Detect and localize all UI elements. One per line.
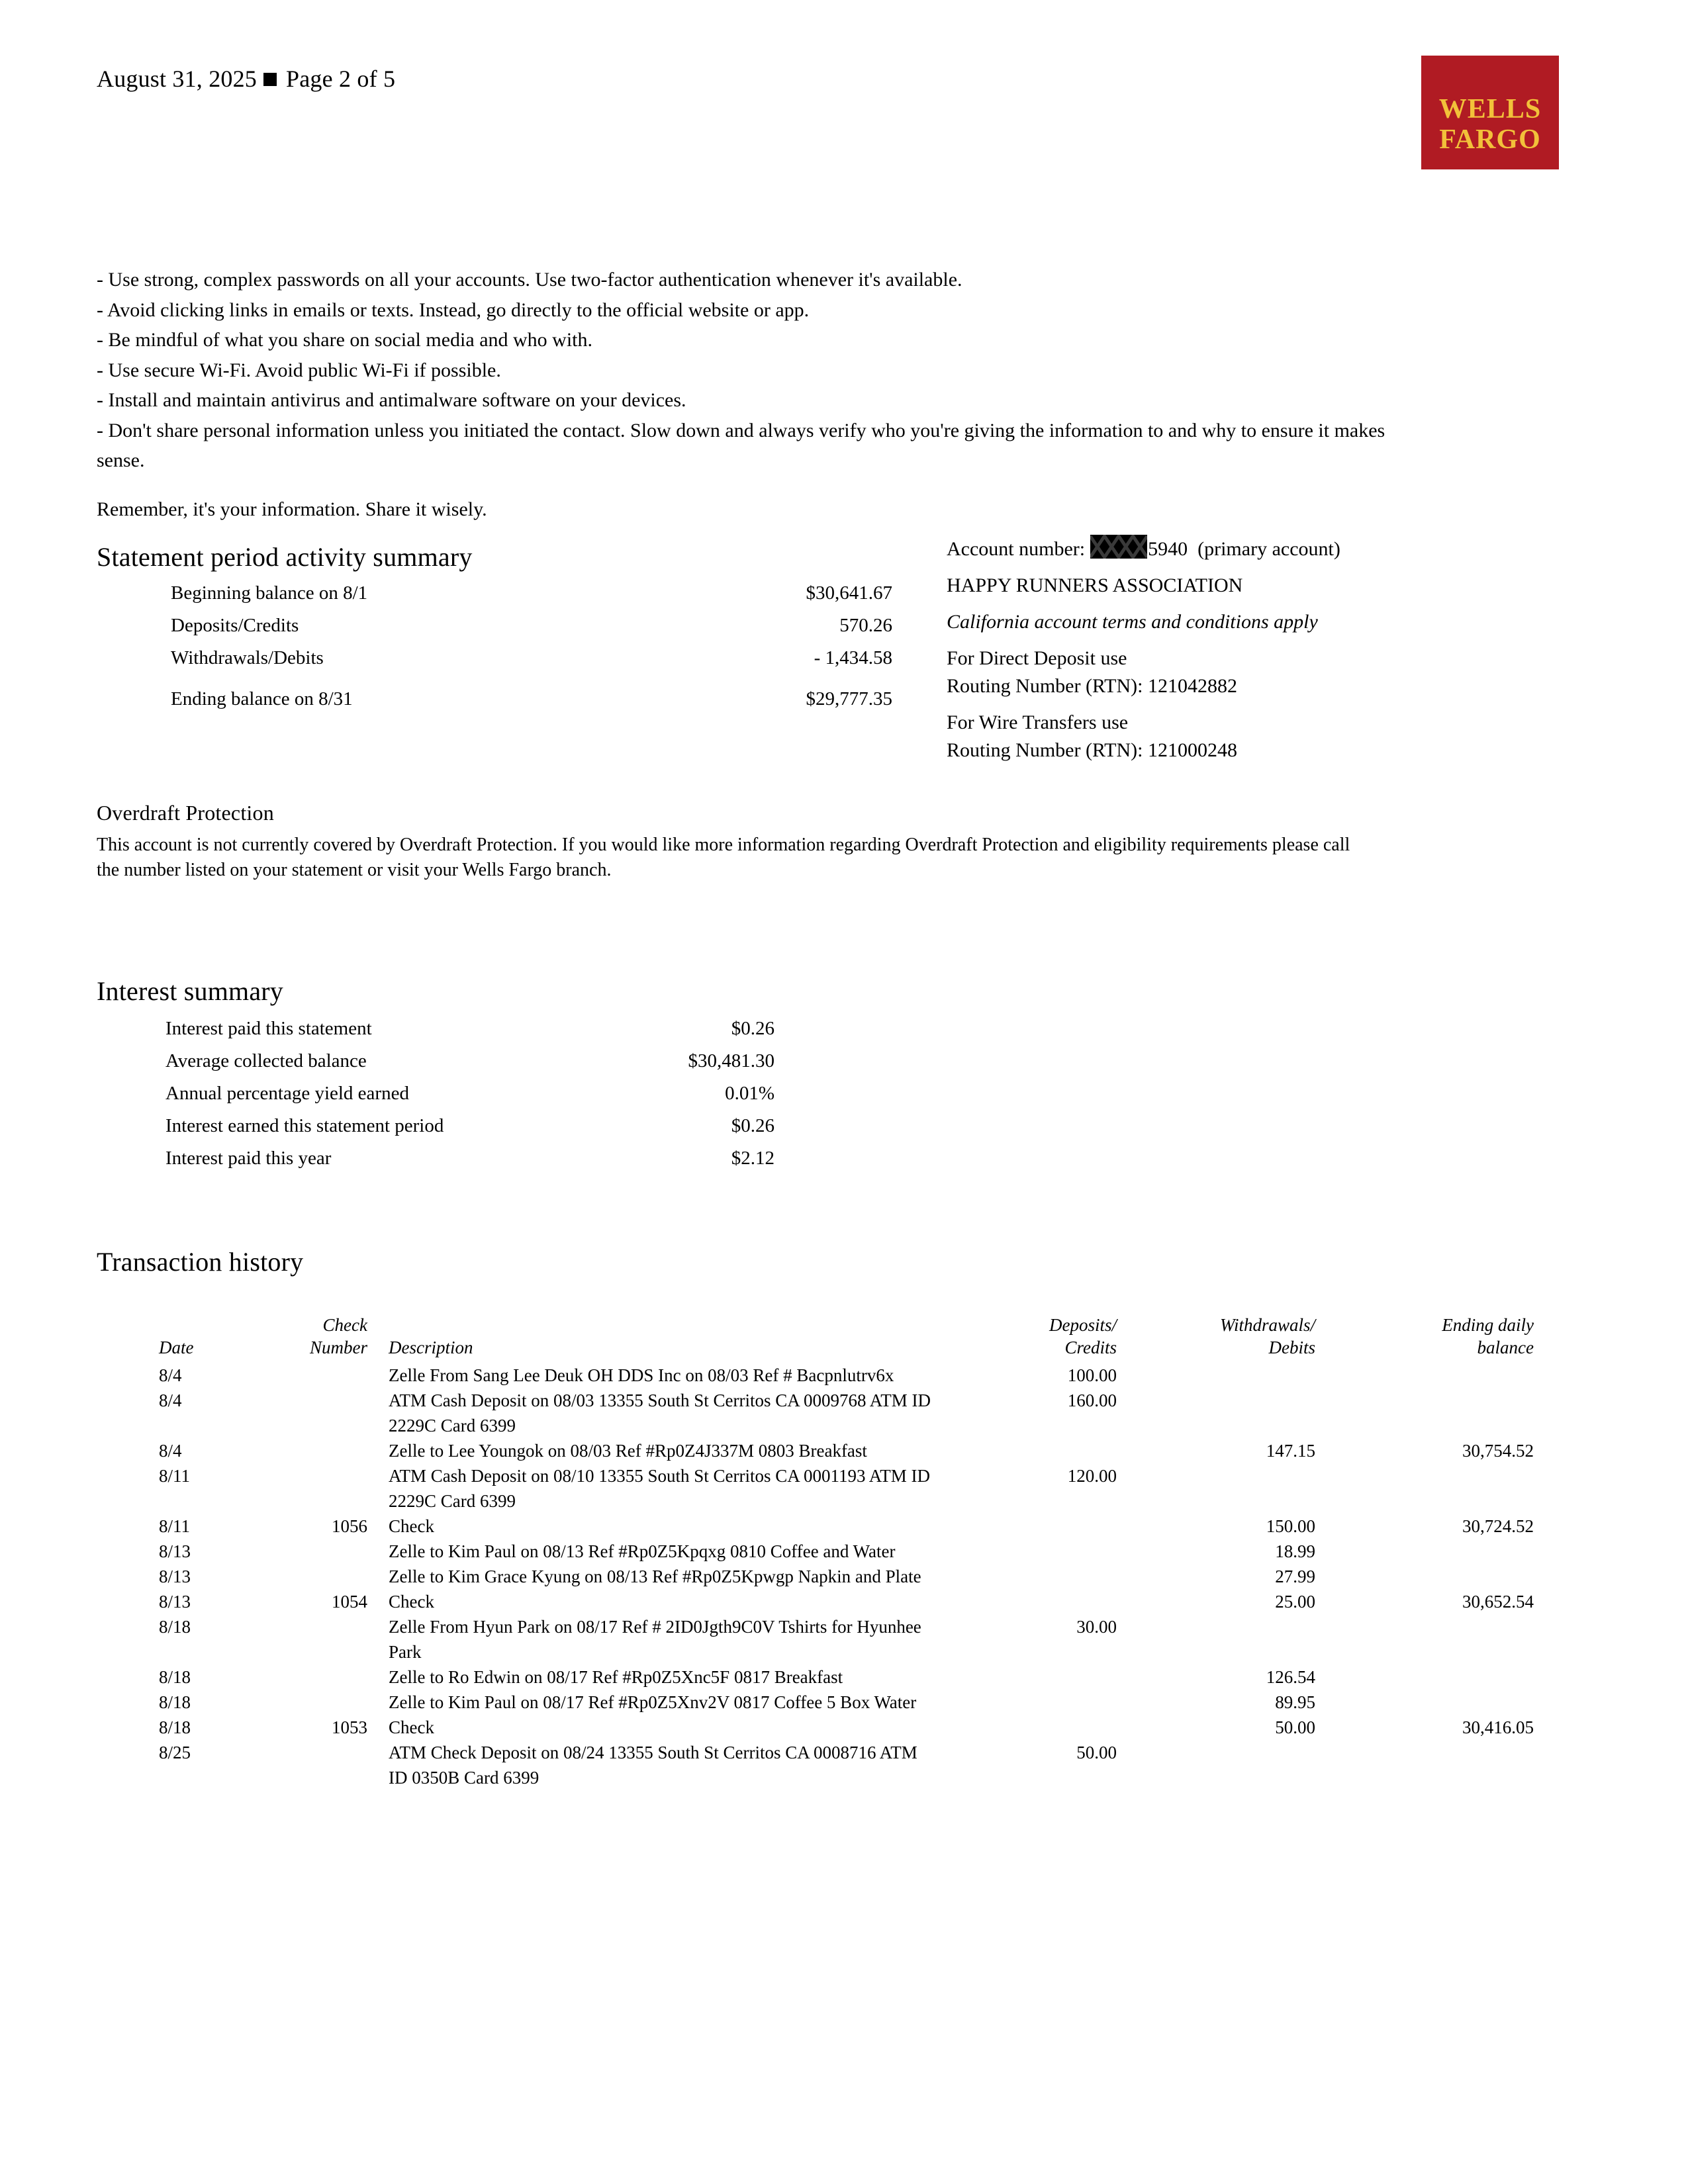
interest-row [165,1050,774,1083]
table-row [159,1539,1542,1564]
interest-row-value: $2.12 [731,1148,774,1169]
summary-row [171,615,892,647]
transaction-history-table [159,1314,1542,1790]
cell-withdrawals: 126.54 [1266,1667,1315,1687]
column-header-check-number: Number [310,1338,367,1357]
cell-withdrawals: 27.99 [1275,1567,1315,1586]
account-number-label: Account number: [947,538,1086,560]
transaction-header-row-bottom [159,1336,1542,1359]
interest-row-label: Interest earned this statement period [165,1115,444,1136]
table-row [159,1388,1542,1438]
transaction-rows [159,1363,1542,1790]
account-number-suffix: (primary account) [1197,538,1340,560]
transaction-table-header [159,1314,1542,1359]
wire-transfer-label: For Wire Transfers use [947,711,1129,733]
account-number-visible-digits: 5940 [1148,538,1188,560]
cell-date: 8/4 [159,1390,182,1410]
cell-deposits: 50.00 [1076,1743,1117,1762]
cell-description: Zelle to Kim Grace Kyung on 08/13 Ref #Rp0Z5Kpwgp Napkin and Plate [389,1567,921,1586]
cell-deposits: 160.00 [1067,1390,1117,1410]
cell-date: 8/18 [159,1617,191,1637]
transaction-header-row-top [159,1314,1542,1336]
column-header-credits: Credits [1064,1338,1117,1357]
cell-description: Zelle to Kim Paul on 08/13 Ref #Rp0Z5Kpqxg 0810 Coffee and Water [389,1541,896,1561]
security-tip-item: - Use strong, complex passwords on all your accounts. Use two-factor authentication whenever it's available. [97,269,962,291]
cell-check-number: 1054 [332,1592,367,1612]
table-row [159,1690,1542,1715]
interest-row-value: $0.26 [731,1018,774,1039]
cell-description: Check [389,1592,434,1612]
cell-balance: 30,416.05 [1462,1717,1534,1737]
cell-description: Check [389,1717,434,1737]
security-tip-item: - Install and maintain antivirus and antimalware software on your devices. [97,389,686,411]
account-info-block [947,535,1609,773]
summary-row-value: - 1,434.58 [814,647,892,668]
overdraft-title: Overdraft Protection [97,801,274,825]
interest-row-value: 0.01% [725,1083,774,1104]
interest-row-label: Average collected balance [165,1050,367,1071]
overdraft-body: This account is not currently covered by Overdraft Protection. If you would like more information regarding Overdraft Protection and eligibility requirements please call the number listed on your statement or visit your Wells Fargo branch. [97,835,1350,880]
cell-description: Check [389,1516,434,1536]
cell-balance: 30,652.54 [1462,1592,1534,1612]
interest-row [165,1018,774,1050]
table-row [159,1564,1542,1589]
cell-date: 8/13 [159,1567,191,1586]
interest-row-label: Interest paid this statement [165,1018,372,1039]
wire-transfer-routing-number: Routing Number (RTN): 121000248 [947,739,1237,761]
column-header-debits: Debits [1268,1338,1315,1357]
cell-description: Zelle From Sang Lee Deuk OH DDS Inc on 08/03 Ref # Bacpnlutrv6x [389,1365,894,1385]
cell-description: Zelle to Ro Edwin on 08/17 Ref #Rp0Z5Xnc5F 0817 Breakfast [389,1667,843,1687]
column-header-deposits-top: Deposits/ [1049,1315,1117,1335]
cell-deposits: 30.00 [1076,1617,1117,1637]
interest-summary-table [165,1018,774,1180]
cell-deposits: 100.00 [1067,1365,1117,1385]
column-header-description: Description [389,1338,473,1357]
cell-date: 8/18 [159,1667,191,1687]
cell-check-number: 1056 [332,1516,367,1536]
cell-date: 8/4 [159,1365,182,1385]
column-header-check-top: Check [322,1315,367,1335]
cell-withdrawals: 89.95 [1275,1692,1315,1712]
logo-line-1: WELLS [1438,94,1542,124]
account-number-line [947,535,1609,563]
interest-summary-title: Interest summary [97,976,284,1006]
summary-row-value: $30,641.67 [806,582,892,604]
table-row [159,1614,1542,1664]
cell-date: 8/18 [159,1692,191,1712]
column-header-balance: balance [1477,1338,1534,1357]
summary-row-label: Ending balance on 8/31 [171,688,353,709]
cell-date: 8/4 [159,1441,182,1461]
table-row [159,1438,1542,1463]
summary-row-label: Beginning balance on 8/1 [171,582,368,604]
table-row [159,1514,1542,1539]
cell-date: 8/18 [159,1717,191,1737]
security-tip-item: - Avoid clicking links in emails or texts. Instead, go directly to the official website or app. [97,298,810,321]
table-row [159,1363,1542,1388]
cell-withdrawals: 25.00 [1275,1592,1315,1612]
summary-row [171,688,892,721]
summary-row-value: $29,777.35 [806,688,892,709]
interest-row-label: Interest paid this year [165,1148,332,1169]
table-row [159,1463,1542,1514]
security-tip-item: - Use secure Wi-Fi. Avoid public Wi-Fi if possible. [97,359,501,381]
security-tip-item: - Don't share personal information unless you initiated the contact. Slow down and always verify who you're giving the information to and why to ensure it makes sense. [97,419,1385,471]
redaction-box-icon [1090,535,1147,559]
remember-note: Remember, it's your information. Share it wisely. [97,498,487,520]
table-row [159,1715,1542,1740]
header-spacer [378,1314,938,1336]
cell-withdrawals: 147.15 [1266,1441,1315,1461]
cell-description: Zelle From Hyun Park on 08/17 Ref # 2ID0Jgth9C0V Tshirts for Hyunhee Park [389,1617,921,1662]
page-header [97,65,395,93]
cell-description: ATM Check Deposit on 08/24 13355 South St Cerritos CA 0008716 ATM ID 0350B Card 6399 [389,1743,917,1788]
summary-row-value: 570.26 [839,615,892,636]
statement-summary-title: Statement period activity summary [97,542,473,572]
interest-row-label: Annual percentage yield earned [165,1083,409,1104]
column-header-date: Date [159,1338,194,1357]
account-terms-note: California account terms and conditions apply [947,611,1318,633]
cell-check-number: 1053 [332,1717,367,1737]
interest-row-value: $0.26 [731,1115,774,1136]
cell-date: 8/13 [159,1541,191,1561]
wells-fargo-logo [1421,56,1559,169]
statement-summary-table [171,582,892,721]
header-spacer [159,1314,258,1336]
page-number-label: Page 2 of 5 [286,66,396,92]
direct-deposit-routing-number: Routing Number (RTN): 121042882 [947,675,1237,697]
table-row [159,1589,1542,1614]
cell-description: ATM Cash Deposit on 08/10 13355 South St Cerritos CA 0001193 ATM ID 2229C Card 6399 [389,1466,931,1511]
direct-deposit-label: For Direct Deposit use [947,647,1127,669]
summary-row-label: Deposits/Credits [171,615,299,636]
table-row [159,1740,1542,1790]
logo-line-2: FARGO [1439,124,1541,155]
cell-balance: 30,724.52 [1462,1516,1534,1536]
interest-row-value: $30,481.30 [688,1050,774,1071]
table-row [159,1664,1542,1690]
cell-balance: 30,754.52 [1462,1441,1534,1461]
interest-row [165,1083,774,1115]
column-header-withdrawals-top: Withdrawals/ [1219,1315,1315,1335]
account-holder-name: HAPPY RUNNERS ASSOCIATION [947,574,1243,596]
cell-date: 8/11 [159,1516,190,1536]
cell-withdrawals: 150.00 [1266,1516,1315,1536]
security-tip-item: - Be mindful of what you share on social media and who with. [97,329,593,351]
summary-row [171,647,892,680]
cell-withdrawals: 18.99 [1275,1541,1315,1561]
summary-row [171,582,892,615]
interest-row [165,1115,774,1148]
black-square-icon [263,73,277,86]
cell-description: ATM Cash Deposit on 08/03 13355 South St Cerritos CA 0009768 ATM ID 2229C Card 6399 [389,1390,931,1435]
transaction-history-title: Transaction history [97,1247,304,1277]
statement-date: August 31, 2025 [97,66,258,92]
interest-row [165,1148,774,1180]
cell-withdrawals: 50.00 [1275,1717,1315,1737]
cell-date: 8/13 [159,1592,191,1612]
summary-row-label: Withdrawals/Debits [171,647,324,668]
column-header-balance-top: Ending daily [1442,1315,1534,1335]
cell-date: 8/11 [159,1466,190,1486]
cell-description: Zelle to Kim Paul on 08/17 Ref #Rp0Z5Xnv2V 0817 Coffee 5 Box Water [389,1692,917,1712]
cell-deposits: 120.00 [1067,1466,1117,1486]
cell-description: Zelle to Lee Youngok on 08/03 Ref #Rp0Z4J337M 0803 Breakfast [389,1441,867,1461]
security-tips [97,265,1387,476]
cell-date: 8/25 [159,1743,191,1762]
